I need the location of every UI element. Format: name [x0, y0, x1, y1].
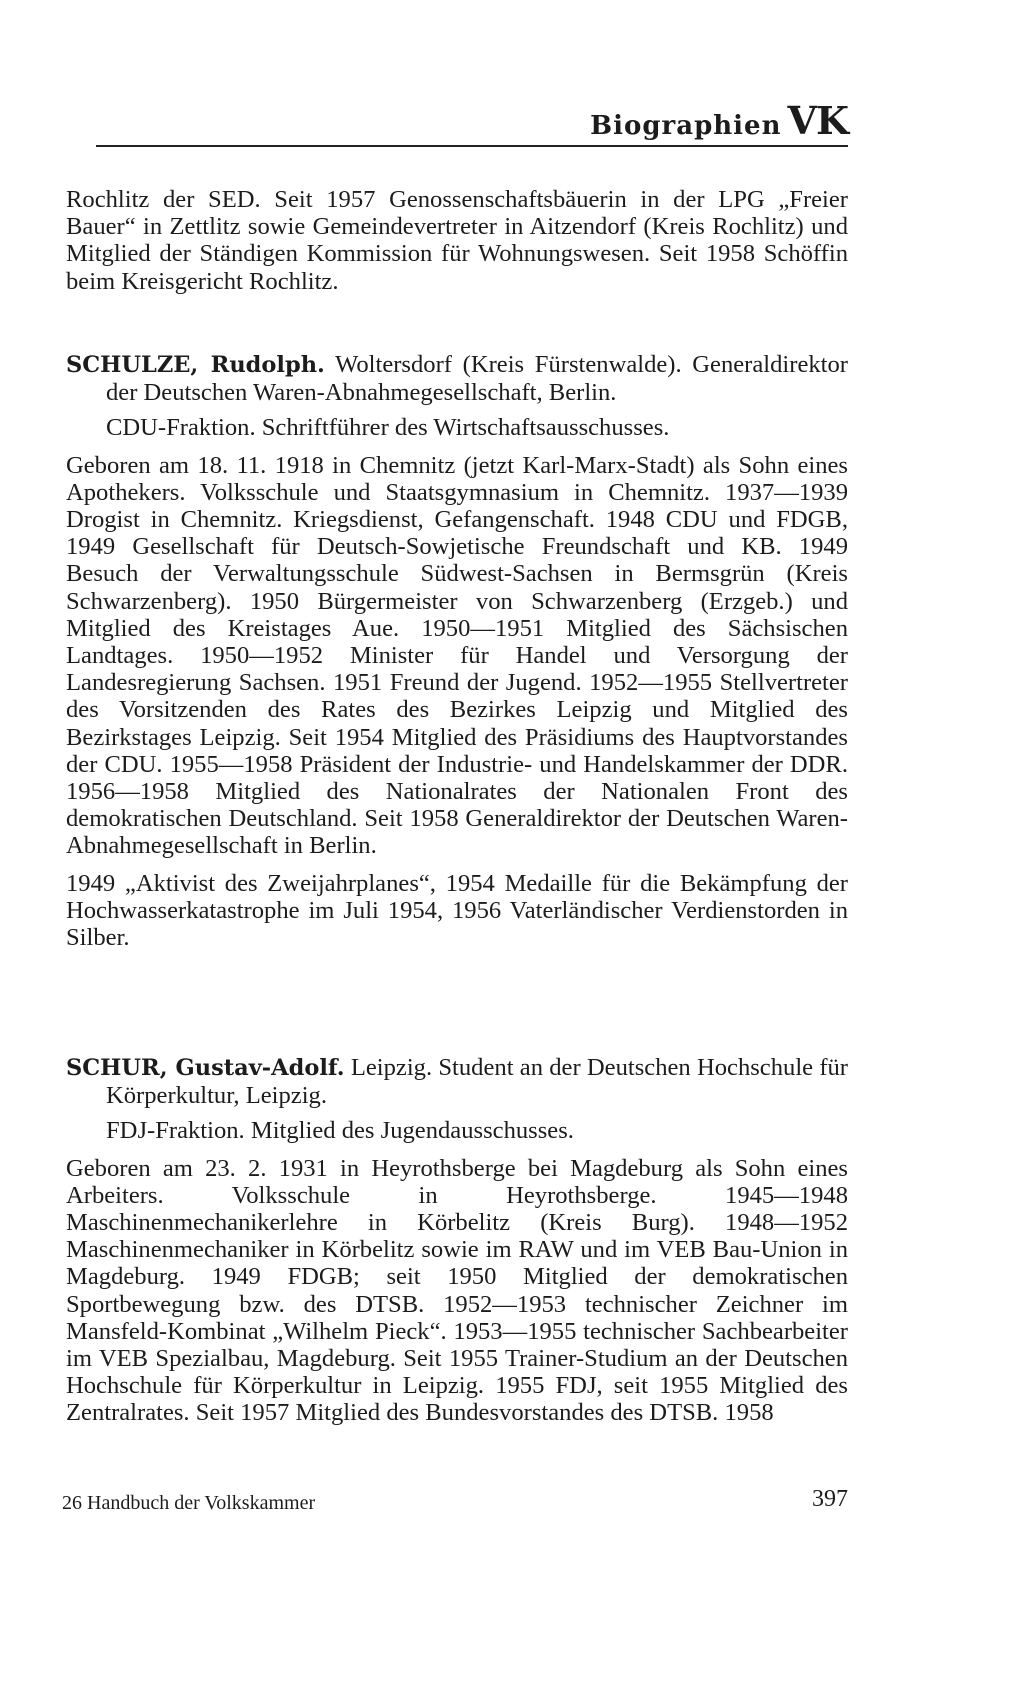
footer-signature: 26 Handbuch der Volkskammer	[62, 1492, 316, 1514]
entry-schulze-name: SCHULZE, Rudolph.	[66, 352, 325, 378]
entry-schur-heading	[66, 1054, 848, 1109]
header-mark: VK	[787, 98, 848, 143]
header-rule	[96, 145, 848, 147]
entry-schur	[66, 1054, 848, 1427]
entry-previous	[66, 186, 848, 295]
entry-schulze-heading	[66, 351, 848, 406]
page-number: 397	[812, 1486, 848, 1512]
header-title: Biographien	[590, 111, 782, 141]
entry-schulze	[66, 351, 848, 951]
entry-previous-body: Rochlitz der SED. Seit 1957 Genossenschaftsbäuerin in der LPG „Freier Bauer“ in Zettlitz sowie Gemeindevertreter in Aitzendorf (Kreis Rochlitz) und Mitglied der Ständigen Kommission für Wohnungswesen. Seit 1958 Schöffin beim Kreisgericht Rochlitz.	[66, 186, 848, 295]
entry-schur-head-text: Leipzig. Student an der Deutschen Hochschule für Körperkultur, Leipzig.	[106, 1054, 849, 1110]
entry-schulze-awards: 1949 „Aktivist des Zweijahrplanes“, 1954 Medaille für die Bekämpfung der Hochwasserkatastrophe im Juli 1954, 1956 Vaterländischer Verdienstorden in Silber.	[66, 869, 848, 952]
entry-schur-bio: Geboren am 23. 2. 1931 in Heyrothsberge bei Magdeburg als Sohn eines Arbeiters. Volksschule in Heyrothsberge. 1945—1948 Maschinenmechanikerlehre in Körbelitz (Kreis Burg). 1948—1952 Maschinenmechaniker in Körbelitz sowie im RAW und im VEB Bau-Union in Magdeburg. 1949 FDGB; seit 1950 Mitglied der demokratischen Sportbewegung bzw. des DTSB. 1952—1953 technischer Zeichner im Mansfeld-Kombinat „Wilhelm Pieck“. 1953—1955 technischer Sachbearbeiter im VEB Spezialbau, Magdeburg. Seit 1955 Trainer-Studium an der Deutschen Hochschule für Körperkultur in Leipzig. 1955 FDJ, seit 1955 Mitglied des Zentralrates. Seit 1957 Mitglied des Bundesvorstandes des DTSB. 1958	[66, 1154, 848, 1427]
entry-schulze-head-text: Woltersdorf (Kreis Fürstenwalde). Generaldirektor der Deutschen Waren-Abnahmegesellschaft, Berlin.	[106, 351, 848, 407]
entry-schulze-fraction: CDU-Fraktion. Schriftführer des Wirtschaftsausschusses.	[106, 414, 670, 442]
entry-schulze-bio: Geboren am 18. 11. 1918 in Chemnitz (jetzt Karl-Marx-Stadt) als Sohn eines Apothekers. Volksschule und Staatsgymnasium in Chemnitz. 1937—1939 Drogist in Chemnitz. Kriegsdienst, Gefangenschaft. 1948 CDU und FDGB, 1949 Gesellschaft für Deutsch-Sowjetische Freundschaft und KB. 1949 Besuch der Verwaltungsschule Südwest-Sachsen in Bermsgrün (Kreis Schwarzenberg). 1950 Bürgermeister von Schwarzenberg (Erzgeb.) und Mitglied des Kreistages Aue. 1950—1951 Mitglied des Sächsischen Landtages. 1950—1952 Minister für Handel und Versorgung der Landesregierung Sachsen. 1951 Freund der Jugend. 1952—1955 Stellvertreter des Vorsitzenden des Rates des Bezirkes Leipzig und Mitglied des Bezirkstages Leipzig. Seit 1954 Mitglied des Präsidiums des Hauptvorstandes der CDU. 1955—1958 Präsident der Industrie- und Handelskammer der DDR. 1956—1958 Mitglied des Nationalrates der Nationalen Front des demokratischen Deutschland. Seit 1958 Generaldirektor der Deutschen Waren-Abnahmegesellschaft in Berlin.	[66, 451, 848, 860]
entry-schur-fraction: FDJ-Fraktion. Mitglied des Jugendausschusses.	[106, 1117, 574, 1145]
entry-schur-name: SCHUR, Gustav-Adolf.	[66, 1055, 345, 1081]
running-header	[96, 98, 848, 144]
